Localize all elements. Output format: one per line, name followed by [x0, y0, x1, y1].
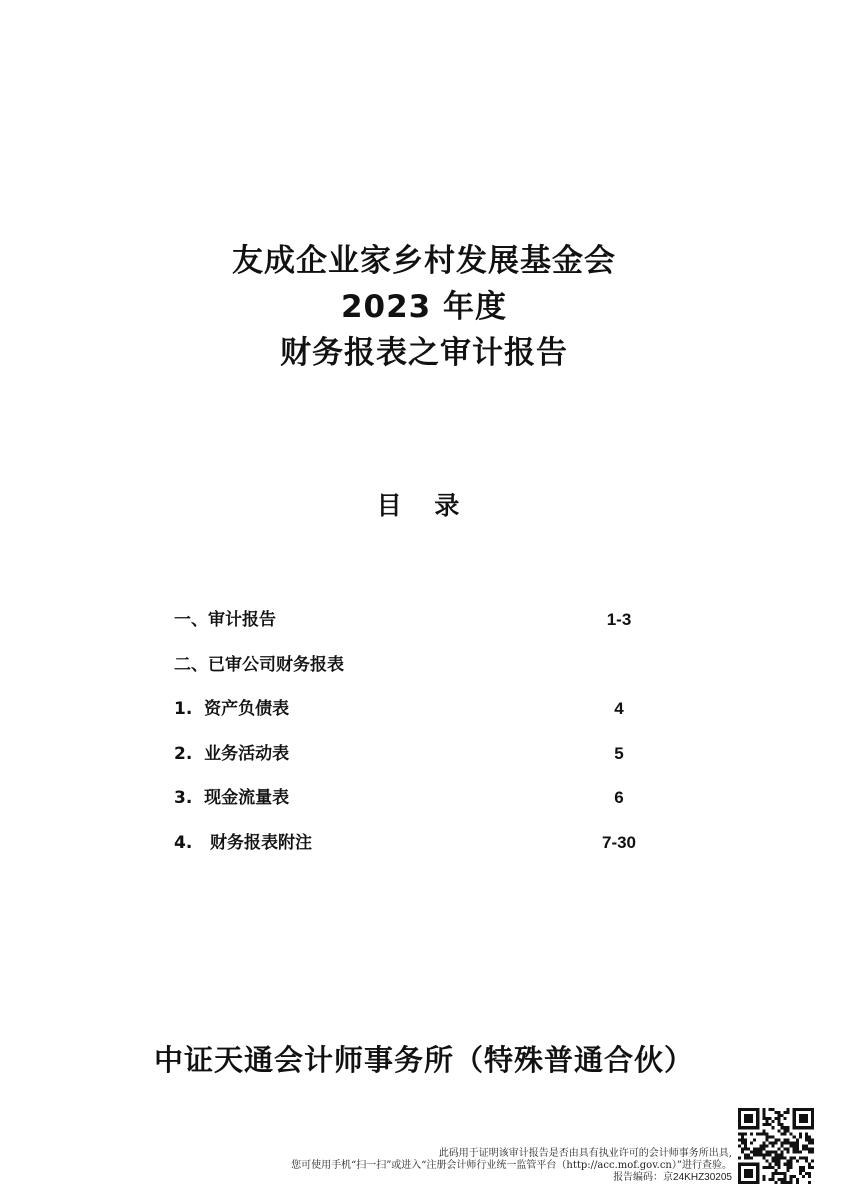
toc-item-page: 7-30 — [601, 832, 637, 852]
toc-item-page: 6 — [614, 788, 624, 807]
toc-item — [174, 649, 674, 694]
toc-item — [174, 604, 674, 649]
toc-item-label: 二、已审公司财务报表 — [174, 654, 344, 675]
table-of-contents — [174, 604, 674, 871]
accounting-firm-name: 中证天通会计师事务所（特殊普通合伙） — [153, 1043, 694, 1077]
verification-line-2: 您可使用手机“扫一扫”或进入“注册会计师行业统一监管平台（http://acc.mof.gov.cn）”进行查验。 — [291, 1160, 732, 1171]
toc-item-label: 3. 现金流量表 — [174, 788, 290, 808]
report-code-label: 报告编码： — [613, 1172, 664, 1183]
toc-heading: 目 录 — [376, 491, 472, 520]
toc-item-page: 4 — [614, 699, 624, 718]
toc-item-label: 1. 资产负债表 — [174, 699, 290, 719]
foundation-name: 友成企业家乡村发展基金会 — [232, 243, 616, 279]
verification-line-1: 此码用于证明该审计报告是否由具有执业许可的会计师事务所出具, — [438, 1148, 732, 1159]
toc-item-label: 2. 业务活动表 — [174, 743, 290, 764]
toc-item-label: 4. 财务报表附注 — [174, 832, 313, 853]
qr-code-icon — [738, 1108, 814, 1184]
toc-item — [174, 693, 674, 738]
toc-item-page: 5 — [614, 743, 624, 763]
report-title-block — [0, 238, 848, 376]
report-code-line — [291, 1172, 732, 1184]
report-code: 京24KHZ30205 — [663, 1172, 732, 1183]
report-year: 2023 年度 — [340, 289, 508, 325]
toc-item-page: 1-3 — [606, 610, 632, 629]
toc-item-label: 一、审计报告 — [174, 610, 276, 630]
verification-note — [291, 1148, 732, 1184]
toc-item — [174, 738, 674, 783]
toc-item — [174, 827, 674, 872]
report-title: 财务报表之审计报告 — [280, 335, 568, 371]
toc-item — [174, 782, 674, 827]
